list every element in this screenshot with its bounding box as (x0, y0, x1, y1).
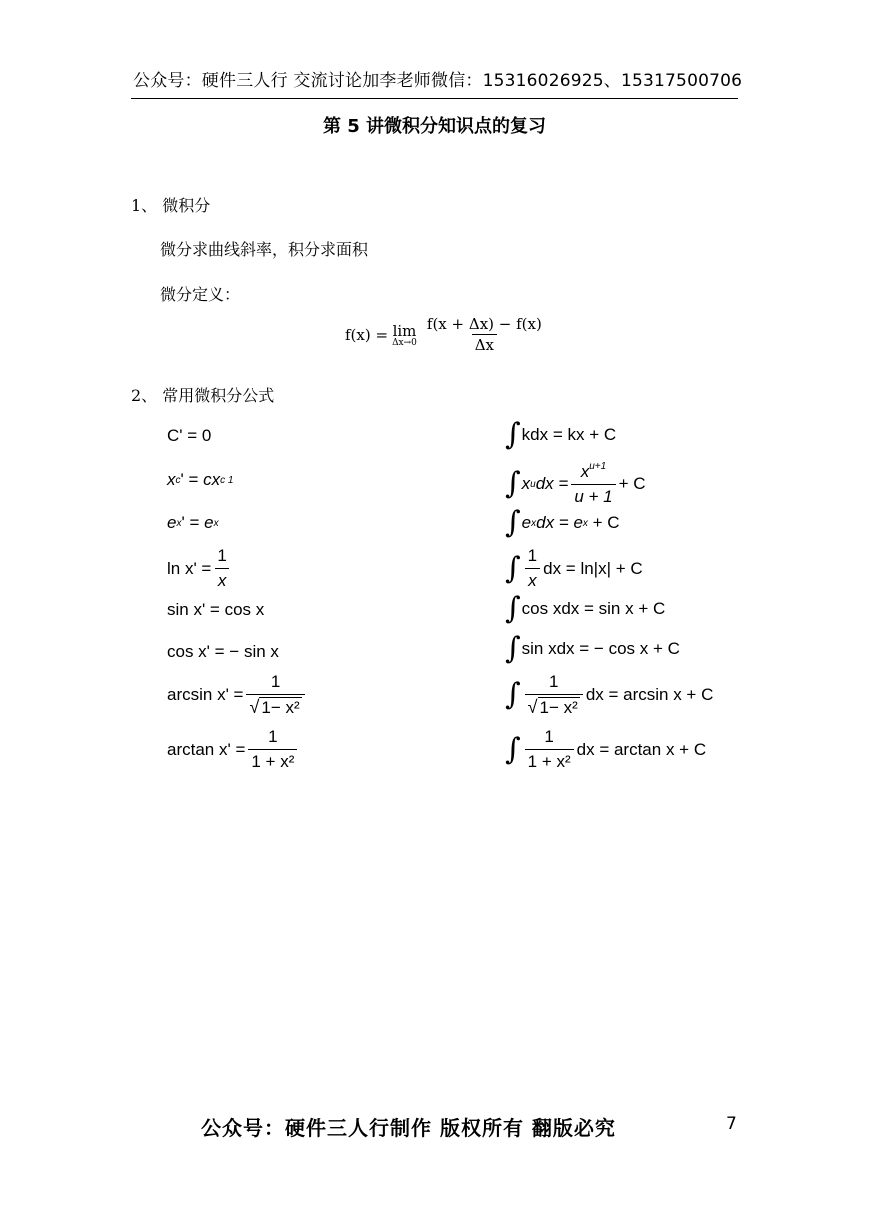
section-heading-2: 2、 常用微积分公式 (131, 386, 275, 405)
log-lhs: ln x' = (167, 558, 212, 578)
integral-sin (505, 631, 680, 666)
sin-derivative-text: sin x' = cos x (167, 600, 265, 619)
integral-reciprocal (505, 546, 643, 591)
integral-power (505, 461, 646, 507)
definition-lhs: f(x) = (345, 325, 389, 344)
arcsin-radicand: 1− x² (261, 698, 300, 717)
sqrt-icon: √ 1− x² (249, 697, 300, 717)
power-equals: ' = (180, 470, 199, 489)
integral-icon: ∫ (505, 631, 521, 666)
integral-arcsin (505, 672, 713, 718)
power-rhs-exponent: c 1 (220, 474, 234, 486)
integral-arctan (505, 727, 706, 772)
integral-cos (505, 591, 666, 626)
integral-arcsin-numerator: 1 (548, 672, 559, 691)
derivative-arctan (167, 727, 300, 772)
integral-power-dx: dx = (535, 474, 569, 493)
derivative-arcsin (167, 672, 308, 718)
power-base: x (167, 470, 176, 489)
integral-arcsin-fraction (525, 672, 583, 718)
integral-icon: ∫ (505, 731, 521, 767)
arcsin-fraction (246, 672, 304, 718)
integral-power-exponent: u (530, 478, 536, 490)
arctan-numerator: 1 (268, 727, 278, 746)
integral-exp-base: e (521, 513, 532, 532)
integral-exp-rhs: dx = e (536, 513, 583, 532)
integral-arcsin-denominator (525, 694, 583, 718)
derivative-constant-text: C' = 0 (167, 426, 212, 445)
integral-icon: ∫ (505, 591, 521, 626)
integral-arctan-numerator: 1 (544, 727, 554, 746)
integral-icon: ∫ (505, 677, 521, 712)
integral-exp-rhs-exponent: x (582, 517, 588, 529)
integral-icon: ∫ (505, 550, 521, 586)
exp-base: e (167, 513, 177, 532)
arctan-fraction (248, 727, 297, 772)
sqrt-icon: √ 1− x² (527, 697, 578, 717)
integral-icon: ∫ (505, 466, 521, 501)
log-denominator: x (215, 568, 230, 591)
integral-arctan-fraction (525, 727, 574, 772)
exp-rhs: e (204, 513, 214, 532)
page-title: 第 5 讲微积分知识点的复习 (322, 116, 547, 137)
integral-reciprocal-numerator: 1 (527, 546, 538, 565)
header-divider (131, 98, 738, 99)
integral-icon: ∫ (505, 505, 521, 540)
definition-numerator: f(x + Δx) − f(x) (426, 315, 542, 333)
integral-reciprocal-rhs: dx = ln|x| + C (543, 558, 643, 578)
integral-exp-exponent: x (531, 517, 537, 529)
integral-power-num-exponent: u+1 (589, 461, 607, 472)
derivative-log (167, 546, 233, 591)
body-text-slope-area: 微分求曲线斜率，积分求面积 (160, 240, 369, 259)
integral-arctan-denominator: 1 + x² (525, 749, 574, 772)
log-fraction (214, 546, 229, 591)
exp-rhs-exponent: x (213, 517, 219, 529)
exp-exponent: x (176, 517, 182, 529)
page-number: 7 (726, 1114, 737, 1134)
integral-cos-text: cos xdx = sin x + C (521, 599, 666, 618)
exp-equals: ' = (181, 513, 200, 532)
page-header: 公众号：硬件三人行 交流讨论加李老师微信：15316026925、15317500706 (133, 71, 743, 91)
integral-reciprocal-fraction (525, 546, 540, 591)
integral-power-numerator (578, 461, 609, 484)
power-rhs: cx (203, 470, 221, 489)
integral-power-base: x (521, 474, 531, 493)
arctan-denominator: 1 + x² (248, 749, 297, 772)
integral-reciprocal-denominator: x (525, 568, 540, 591)
integral-arcsin-rhs: dx = arcsin x + C (585, 685, 714, 704)
derivative-definition-formula (345, 314, 548, 355)
integral-arcsin-radicand: 1− x² (539, 698, 578, 717)
integral-exponential (505, 505, 620, 540)
derivative-exponential (167, 513, 219, 533)
integral-arctan-rhs: dx = arctan x + C (576, 739, 707, 759)
integral-icon: ∫ (505, 417, 521, 452)
derivative-power (167, 470, 233, 490)
integral-exp-constant: + C (592, 513, 620, 532)
definition-denominator: Δx (472, 334, 497, 355)
arcsin-numerator: 1 (270, 672, 281, 691)
integral-power-constant: + C (618, 474, 646, 493)
body-text-derivative-definition: 微分定义： (160, 285, 241, 304)
integral-constant (505, 417, 617, 452)
limit-label: lim (392, 321, 417, 340)
limit-subscript: Δx→0 (392, 337, 417, 348)
arctan-lhs: arctan x' = (167, 739, 246, 759)
integral-power-denominator: u + 1 (571, 484, 615, 507)
log-numerator: 1 (217, 546, 227, 565)
derivative-sin (167, 600, 264, 620)
derivative-cos (167, 642, 279, 662)
arcsin-lhs: arcsin x' = (167, 685, 244, 704)
power-exponent: c (175, 474, 181, 486)
derivative-constant (167, 426, 211, 446)
section-heading-1: 1、 微积分 (131, 196, 211, 215)
page-footer: 公众号：硬件三人行制作 版权所有 翻版必究 (201, 1116, 616, 1140)
arcsin-denominator (246, 694, 304, 718)
limit-operator (392, 322, 417, 348)
integral-sin-text: sin xdx = − cos x + C (521, 639, 680, 658)
integral-power-num-base: x (580, 462, 590, 481)
integral-power-fraction (571, 461, 615, 507)
definition-fraction (424, 314, 545, 355)
cos-derivative-text: cos x' = − sin x (167, 642, 279, 661)
integral-constant-text: kdx = kx + C (521, 425, 617, 444)
